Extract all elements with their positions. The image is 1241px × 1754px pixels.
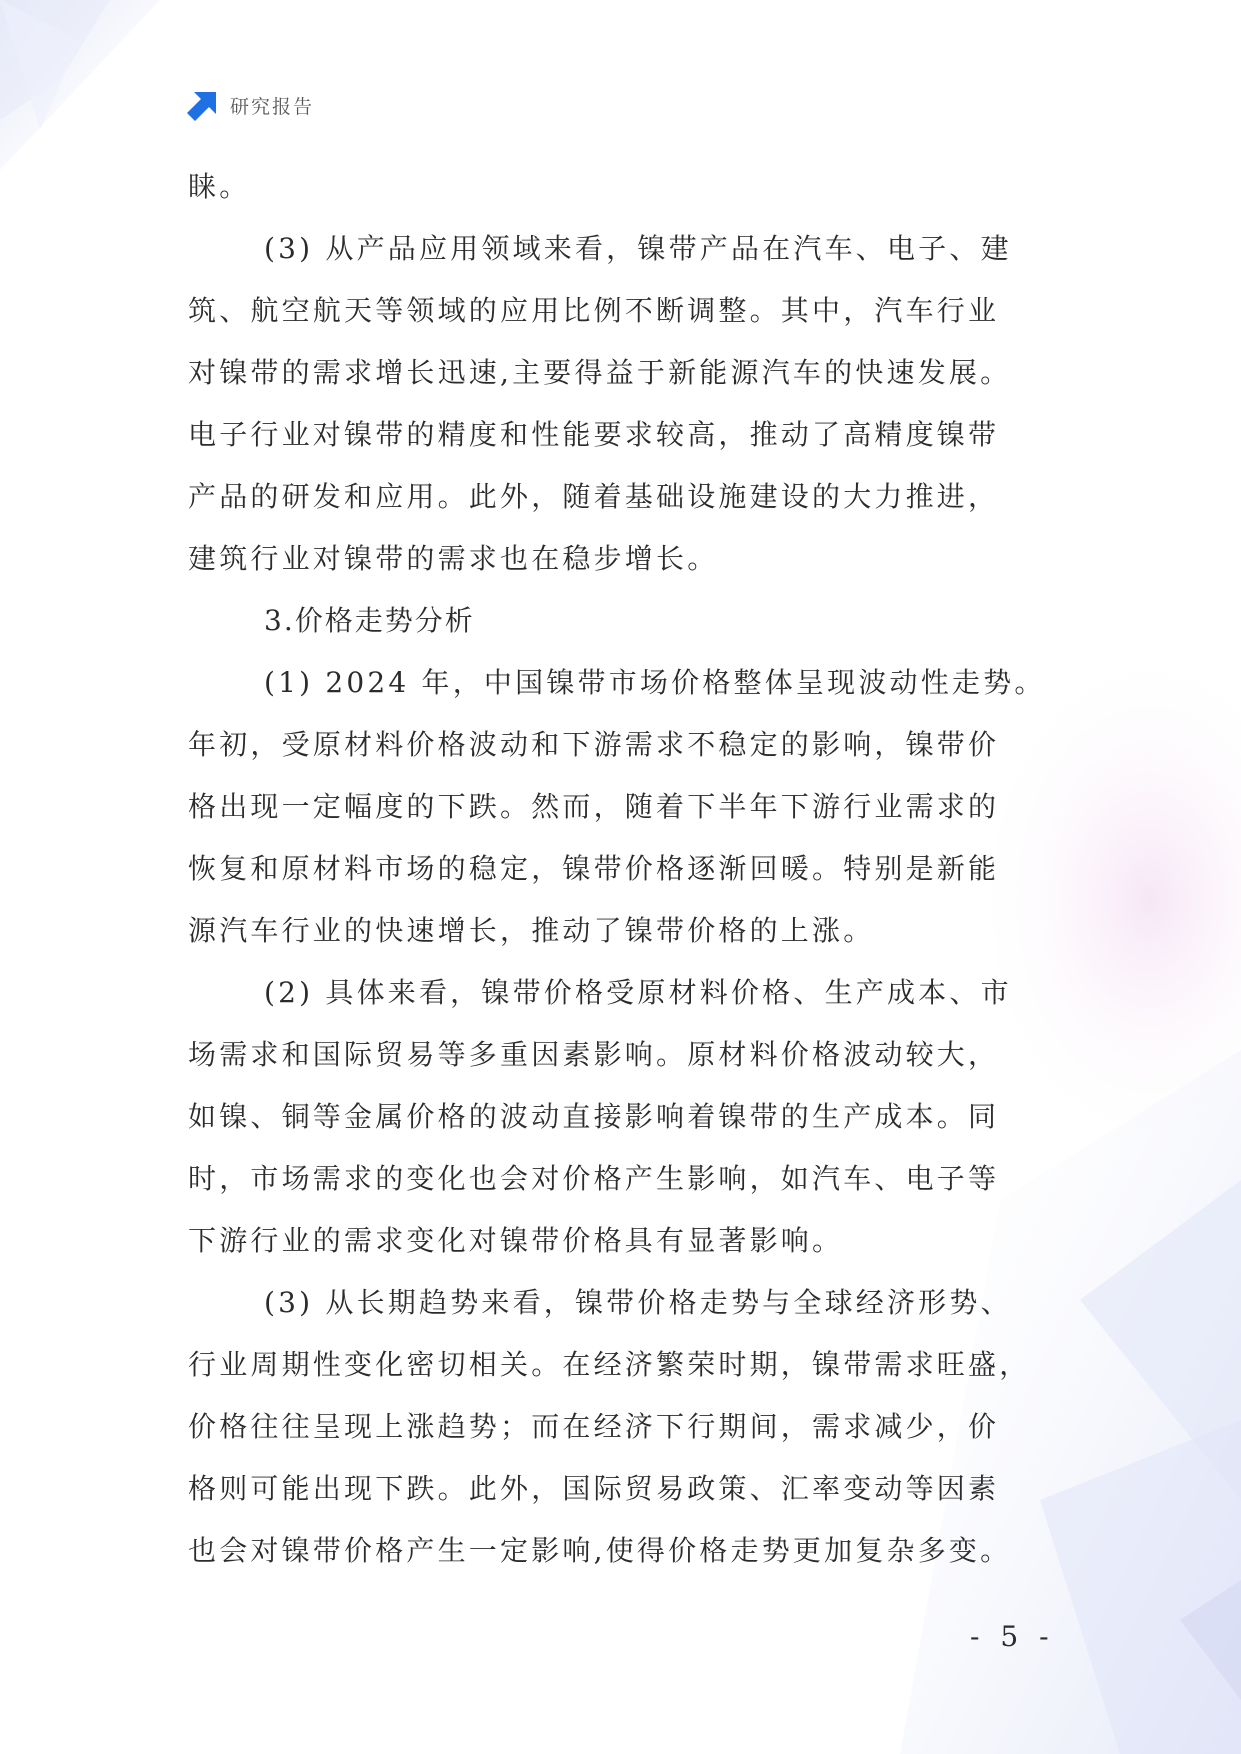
paragraph-line: 恢复和原材料市场的稳定，镍带价格逐渐回暖。特别是新能 (188, 852, 1000, 885)
paragraph-line: (3) 从产品应用领域来看，镍带产品在汽车、电子、建 (264, 232, 1012, 265)
paragraph-line: 对镍带的需求增长迅速,主要得益于新能源汽车的快速发展。 (188, 356, 1012, 389)
paragraph-line: 年初，受原材料价格波动和下游需求不稳定的影响，镍带价 (188, 728, 1000, 761)
paragraph-line: 下游行业的需求变化对镍带价格具有显著影响。 (188, 1224, 844, 1257)
paragraph-line: 时，市场需求的变化也会对价格产生影响，如汽车、电子等 (188, 1162, 1000, 1195)
paragraph-line: 场需求和国际贸易等多重因素影响。原材料价格波动较大， (188, 1038, 1000, 1071)
paragraph-line: 产品的研发和应用。此外，随着基础设施建设的大力推进， (188, 480, 1000, 513)
report-header (186, 88, 314, 122)
paragraph-line: 也会对镍带价格产生一定影响,使得价格走势更加复杂多变。 (188, 1534, 1012, 1567)
paragraph-line: 如镍、铜等金属价格的波动直接影响着镍带的生产成本。同 (188, 1100, 1000, 1133)
report-title: 研究报告 (230, 95, 315, 118)
paragraph-line: 行业周期性变化密切相关。在经济繁荣时期，镍带需求旺盛， (188, 1348, 1031, 1381)
paragraph-line: 格出现一定幅度的下跌。然而，随着下半年下游行业需求的 (188, 790, 1000, 823)
paragraph-line: 筑、航空航天等领域的应用比例不断调整。其中，汽车行业 (188, 294, 1000, 327)
section-heading: 3.价格走势分析 (264, 604, 475, 637)
paragraph-line: 源汽车行业的快速增长，推动了镍带价格的上涨。 (188, 914, 875, 947)
paragraph-line: 建筑行业对镍带的需求也在稳步增长。 (188, 542, 719, 575)
page-number: - 5 - (970, 1620, 1055, 1653)
paragraph-line: 格则可能出现下跌。此外，国际贸易政策、汇率变动等因素 (188, 1472, 1000, 1505)
paragraph-line: (1) 2024 年，中国镍带市场价格整体呈现波动性走势。 (264, 666, 1046, 699)
paragraph-line: 电子行业对镍带的精度和性能要求较高，推动了高精度镍带 (188, 418, 1000, 451)
body-text (188, 156, 1068, 1582)
paragraph-line: (2) 具体来看，镍带价格受原材料价格、生产成本、市 (264, 976, 1012, 1009)
paragraph-line: 价格往往呈现上涨趋势；而在经济下行期间，需求减少，价 (188, 1410, 1000, 1443)
paragraph-line: (3) 从长期趋势来看，镍带价格走势与全球经济形势、 (264, 1286, 1012, 1319)
paragraph-line: 睐。 (188, 170, 251, 203)
arrow-up-right-icon (186, 88, 220, 122)
